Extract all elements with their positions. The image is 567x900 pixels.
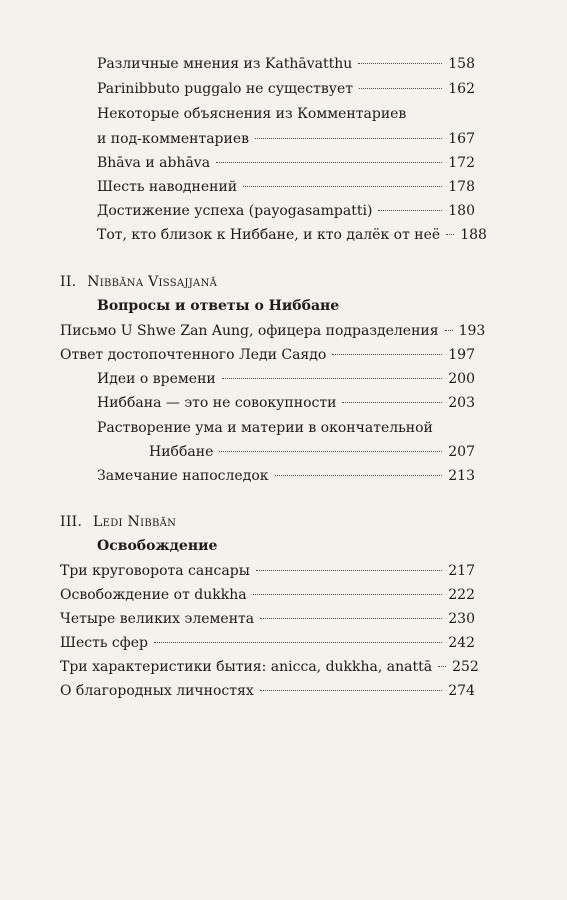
toc-entry[interactable] bbox=[97, 226, 487, 244]
toc-entry[interactable] bbox=[97, 80, 475, 98]
leader-dots bbox=[359, 88, 442, 89]
leader-dots bbox=[216, 162, 442, 163]
toc-entry-title-line[interactable]: Некоторые объяснения из Комментариев bbox=[97, 106, 407, 122]
toc-entry-title: Четыре великих элемента bbox=[60, 611, 255, 627]
toc-entry[interactable] bbox=[97, 202, 475, 220]
toc-entry-title: Различные мнения из Kathāvatthu bbox=[97, 56, 353, 72]
toc-entry[interactable] bbox=[60, 322, 486, 340]
toc-entry-title: Ответ достопочтенного Леди Саядо bbox=[60, 347, 327, 363]
leader-dots bbox=[438, 666, 446, 667]
section-subtitle: Вопросы и ответы о Ниббане bbox=[97, 298, 340, 314]
toc-entry-page: 193 bbox=[458, 323, 486, 339]
toc-entry-title: Ниббана — это не совокупности bbox=[97, 395, 337, 411]
toc-entry-page: 252 bbox=[452, 659, 479, 675]
toc-entry-page: 162 bbox=[448, 81, 475, 97]
toc-entry[interactable] bbox=[60, 634, 475, 652]
toc-entry[interactable] bbox=[60, 682, 475, 700]
toc-entry[interactable] bbox=[97, 178, 475, 196]
leader-dots bbox=[219, 451, 442, 452]
toc-entry-page: 274 bbox=[448, 683, 475, 699]
toc-entry-title: Замечание напоследок bbox=[97, 468, 269, 484]
toc-entry-page: 188 bbox=[460, 227, 487, 243]
leader-dots bbox=[253, 594, 443, 595]
toc-entry-page: 178 bbox=[448, 179, 475, 195]
toc-entry-title: Достижение успеха (payogasampatti) bbox=[97, 203, 373, 219]
toc-entry[interactable] bbox=[149, 443, 475, 461]
toc-entry[interactable] bbox=[60, 658, 479, 676]
toc-entry-title: Ниббане bbox=[149, 444, 214, 460]
toc-entry-page: 172 bbox=[448, 155, 475, 171]
section-heading[interactable] bbox=[60, 513, 176, 531]
leader-dots bbox=[260, 618, 442, 619]
section-name: Ledi Nibbān bbox=[93, 514, 177, 530]
toc-entry-title: и под-комментариев bbox=[97, 131, 250, 147]
toc-entry-page: 200 bbox=[448, 371, 475, 387]
leader-dots bbox=[446, 234, 454, 235]
leader-dots bbox=[154, 642, 442, 643]
toc-entry-page: 213 bbox=[448, 468, 475, 484]
section-heading[interactable] bbox=[60, 273, 217, 291]
toc-entry-page: 230 bbox=[448, 611, 475, 627]
toc-entry-title: Три характеристики бытия: anicca, dukkha, anattā bbox=[60, 659, 433, 675]
leader-dots bbox=[255, 138, 442, 139]
leader-dots bbox=[358, 63, 442, 64]
toc-entry-title: Parinibbuto puggalo не существует bbox=[97, 81, 354, 97]
toc-entry-page: 180 bbox=[448, 203, 475, 219]
toc-entry-title: Шесть сфер bbox=[60, 635, 148, 651]
leader-dots bbox=[222, 378, 443, 379]
toc-entry-page: 158 bbox=[448, 56, 475, 72]
toc-entry-page: 207 bbox=[448, 444, 475, 460]
toc-entry-title-line[interactable]: Растворение ума и материи в окончательной bbox=[97, 420, 433, 436]
section-name: Nibbāna Vissajjanā bbox=[87, 274, 218, 290]
section-subtitle: Освобождение bbox=[97, 538, 218, 554]
toc-entry-title: Освобождение от dukkha bbox=[60, 587, 247, 603]
toc-entry[interactable] bbox=[97, 130, 475, 148]
leader-dots bbox=[243, 186, 442, 187]
toc-entry[interactable] bbox=[60, 610, 475, 628]
toc-entry[interactable] bbox=[97, 394, 475, 412]
toc-entry-title: Шесть наводнений bbox=[97, 179, 238, 195]
toc-entry-title: Bhāva и abhāva bbox=[97, 155, 211, 171]
toc-entry-page: 203 bbox=[448, 395, 475, 411]
section-number: III. bbox=[60, 514, 83, 530]
toc-entry[interactable] bbox=[97, 154, 475, 172]
leader-dots bbox=[332, 354, 442, 355]
leader-dots bbox=[256, 570, 442, 571]
toc-entry[interactable] bbox=[97, 55, 475, 73]
toc-entry-title: О благородных личностях bbox=[60, 683, 254, 699]
leader-dots bbox=[378, 210, 442, 211]
toc-entry[interactable] bbox=[97, 467, 475, 485]
toc-entry-title: Три круговорота сансары bbox=[60, 563, 250, 579]
toc-entry-page: 167 bbox=[448, 131, 475, 147]
toc-entry-title: Идеи о времени bbox=[97, 371, 216, 387]
toc-entry[interactable] bbox=[60, 346, 475, 364]
toc-entry[interactable] bbox=[97, 370, 475, 388]
toc-entry-page: 217 bbox=[448, 563, 475, 579]
toc-entry-title: Тот, кто близок к Ниббане, и кто далёк от неё bbox=[97, 227, 441, 243]
toc-entry-title: Письмо U Shwe Zan Aung, офицера подразделения bbox=[60, 323, 439, 339]
leader-dots bbox=[275, 475, 443, 476]
toc-entry[interactable] bbox=[60, 562, 475, 580]
leader-dots bbox=[445, 330, 453, 331]
leader-dots bbox=[260, 690, 443, 691]
leader-dots bbox=[342, 402, 442, 403]
section-number: II. bbox=[60, 274, 77, 290]
toc-entry[interactable] bbox=[60, 586, 475, 604]
toc-entry-page: 197 bbox=[448, 347, 475, 363]
toc-entry-page: 222 bbox=[448, 587, 475, 603]
toc-entry-page: 242 bbox=[448, 635, 475, 651]
